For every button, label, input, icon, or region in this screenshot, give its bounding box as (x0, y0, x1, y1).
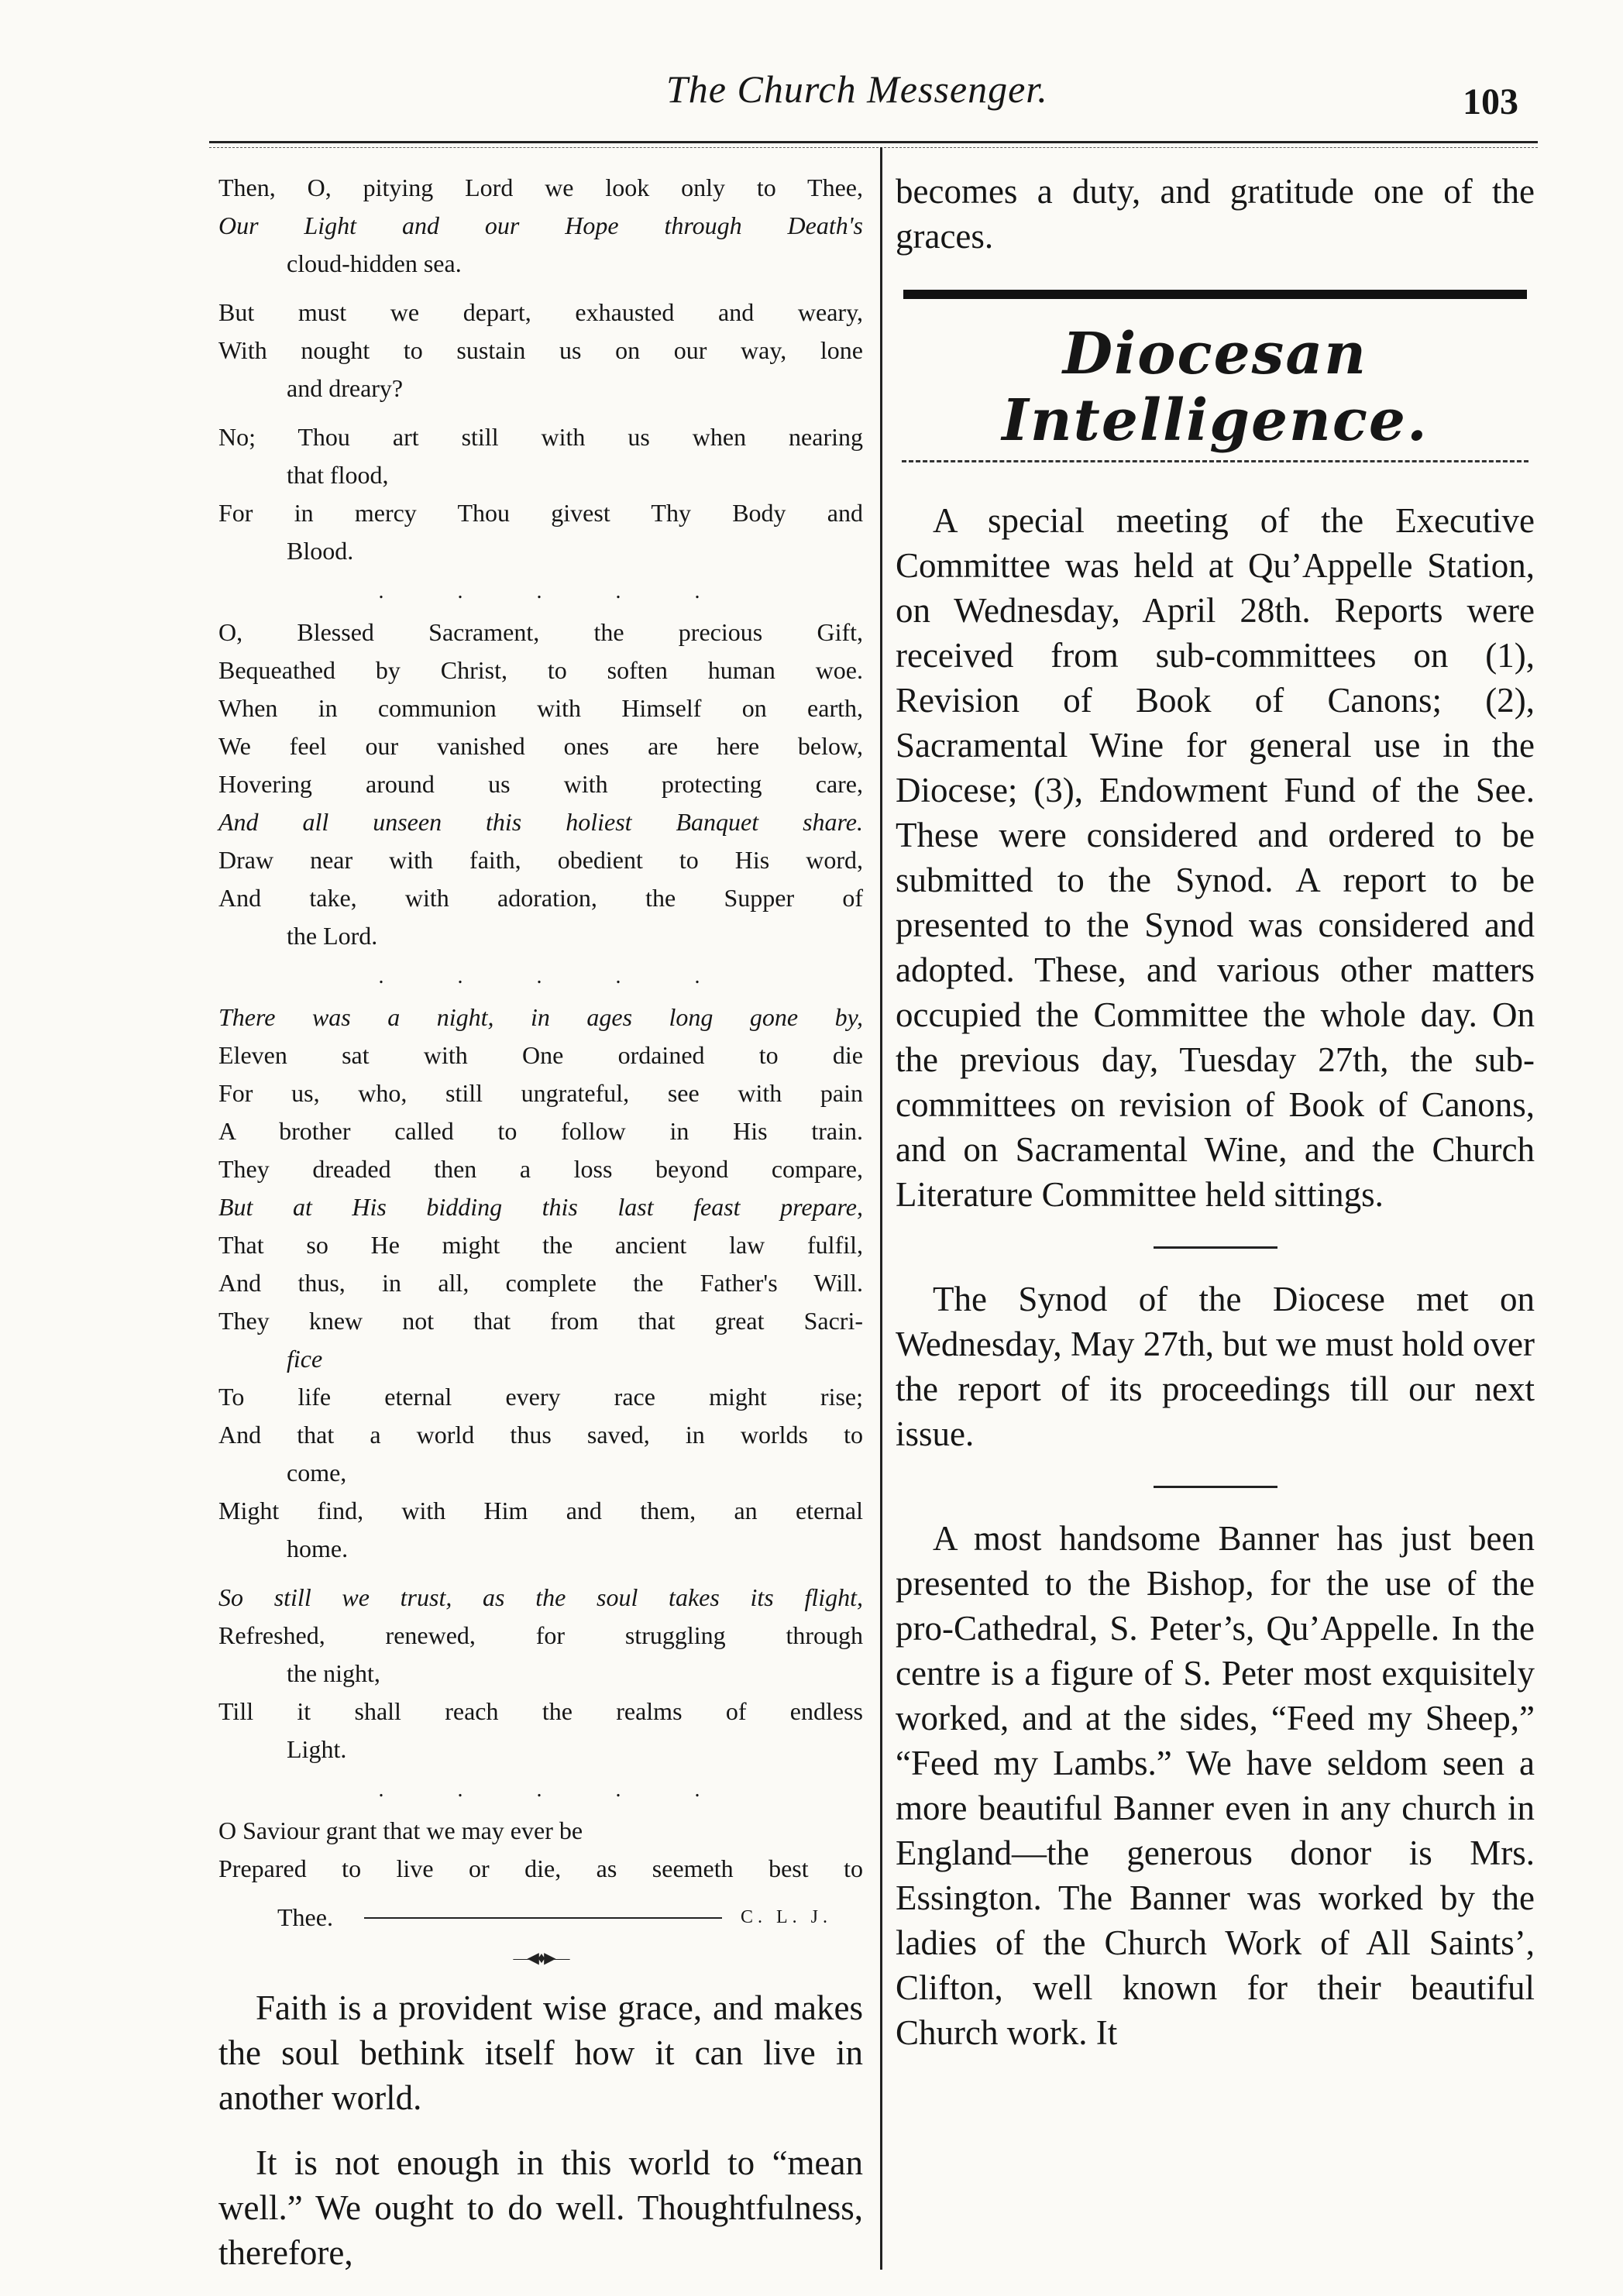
paragraph-executive-committee: A special meeting of the Executive Committee was held at Qu’Appelle Station, on Wednesday, April 28th. Reports were received from sub-committees on (1), Revision of Book of Canons; (2), Sacramental Wine for general use in the Diocese; (3), Endowment Fund of the See. These were considered and ordered to be submitted to the Synod. A report to be presented to the Synod was considered and adopted. These, and various other matters occupied the Committee the whole day. On the previous day, Tuesday 27th, the sub-committees on revision of Book of Canons, and on Sacramental Wine, and the Church Literature Committee held sittings. (896, 501, 1535, 1214)
left-column (218, 169, 863, 2295)
poem-line: come, (287, 1459, 347, 1487)
poem-line: They knew not that from that great Sacri- (218, 1307, 863, 1335)
poem-line: Our Light and our Hope through Death's (218, 211, 863, 239)
poem-stanza (218, 1579, 863, 1768)
poem-line: They dreaded then a loss beyond compare, (218, 1155, 863, 1183)
poem-line: fice (287, 1345, 323, 1373)
page-number: 103 (1463, 81, 1518, 122)
short-rule (1154, 1246, 1277, 1249)
poem-stanza (218, 614, 863, 955)
poem-line: O, Blessed Sacrament, the precious Gift, (218, 618, 863, 646)
poem-stanza (218, 1812, 863, 1888)
poem-line: that flood, (287, 461, 389, 489)
poem-line: And take, with adoration, the Supper of (218, 884, 863, 912)
poem-stanza (218, 998, 863, 1568)
stanza-break-dots: . . . . . (378, 1778, 734, 1802)
poem-stanza (218, 418, 863, 570)
header-rule-dashed (209, 147, 1538, 148)
poem-line: A brother called to follow in His train. (218, 1117, 863, 1145)
section-heading: Diocesan Intelligence. (1002, 321, 1429, 454)
short-rule (1154, 1486, 1277, 1488)
poem-line: Might find, with Him and them, an eternal (218, 1497, 863, 1524)
poem-line: Eleven sat with One ordained to die (218, 1041, 863, 1069)
poem-stanza (218, 169, 863, 283)
poem-line: Refreshed, renewed, for struggling through (218, 1621, 863, 1649)
poem-line: To life eternal every race might rise; (218, 1383, 863, 1411)
heading-rule (902, 460, 1528, 462)
signature-rule (364, 1917, 722, 1919)
poem-line: Bequeathed by Christ, to soften human woe. (218, 656, 863, 684)
poem-line: the night, (287, 1659, 380, 1687)
poem-line: Then, O, pitying Lord we look only to Thee, (218, 174, 863, 201)
poem-closing-line (218, 1899, 863, 1937)
poem-line: For us, who, still ungrateful, see with pain (218, 1079, 863, 1107)
stanza-break-dots: . . . . . (378, 964, 734, 988)
stanza-break-dots: . . . . . (378, 579, 734, 603)
poem-line: No; Thou art still with us when nearing (218, 423, 863, 451)
poem-line: the Lord. (287, 922, 378, 950)
poem-line: And that a world thus saved, in worlds to (218, 1421, 863, 1449)
ornament-divider: —◀♦▶— (513, 1950, 569, 1967)
poem-line: With nought to sustain us on our way, lone (218, 336, 863, 364)
poem-line: Till it shall reach the realms of endless (218, 1697, 863, 1725)
poem-signature: C. L. J. (740, 1907, 832, 1927)
poem-line: and dreary? (287, 374, 404, 402)
poem-line: And all unseen this holiest Banquet share. (218, 808, 863, 836)
poem-line: And thus, in all, complete the Father's Will. (218, 1269, 863, 1297)
poem-line: home. (287, 1535, 349, 1562)
continued-paragraph: becomes a duty, and gratitude one of the graces. (896, 172, 1535, 256)
poem-closing-word: Thee. (277, 1903, 333, 1931)
poem-line: That so He might the ancient law fulfil, (218, 1231, 863, 1259)
poem-line: So still we trust, as the soul takes its flight, (218, 1583, 863, 1611)
paragraph-banner: A most handsome Banner has just been presented to the Bishop, for the use of the pro-Cathedral, S. Peter’s, Qu’Appelle. In the centre is a figure of S. Peter most exquisitely worked, and at the sides, “Feed my Sheep,” “Feed my Lambs.” We have seldom seen a more beautiful Banner even in any church in England—the generous donor is Mrs. Essington. The Banner was worked by the ladies of the Church Work of All Saints’, Clifton, well known for their beautiful Church work. It (896, 1519, 1535, 2052)
poem-line: Draw near with faith, obedient to His word, (218, 846, 863, 874)
poem-line: Prepared to live or die, as seemeth best to (218, 1854, 863, 1882)
running-title: The Church Messenger. (666, 67, 1048, 111)
poem-stanza (218, 294, 863, 407)
poem-line: But at His bidding this last feast prepare, (218, 1193, 863, 1221)
poem-line: Hovering around us with protecting care, (218, 770, 863, 798)
paragraph-faith: Faith is a provident wise grace, and makes the soul bethink itself how it can live in another world. (218, 1988, 863, 2117)
poem-line: O Saviour grant that we may ever be (218, 1817, 583, 1844)
poem-line: cloud-hidden sea. (287, 249, 462, 277)
poem-line: Light. (287, 1735, 347, 1763)
poem (218, 169, 863, 1888)
poem-line: When in communion with Himself on earth, (218, 694, 863, 722)
poem-line: There was a night, in ages long gone by, (218, 1003, 863, 1031)
paragraph-mean-well: It is not enough in this world to “mean well.” We ought to do well. Thoughtfulness, therefore, (218, 2143, 863, 2272)
poem-line: We feel our vanished ones are here below, (218, 732, 863, 760)
paragraph-synod: The Synod of the Diocese met on Wednesday, May 27th, but we must hold over the report of its proceedings till our next issue. (896, 1280, 1535, 1453)
header-rule (209, 141, 1538, 143)
right-column (896, 169, 1535, 2055)
column-divider (880, 147, 882, 2270)
poem-line: But must we depart, exhausted and weary, (218, 298, 863, 326)
poem-line: For in mercy Thou givest Thy Body and (218, 499, 863, 527)
section-rule (903, 290, 1527, 299)
poem-line: Blood. (287, 537, 354, 565)
